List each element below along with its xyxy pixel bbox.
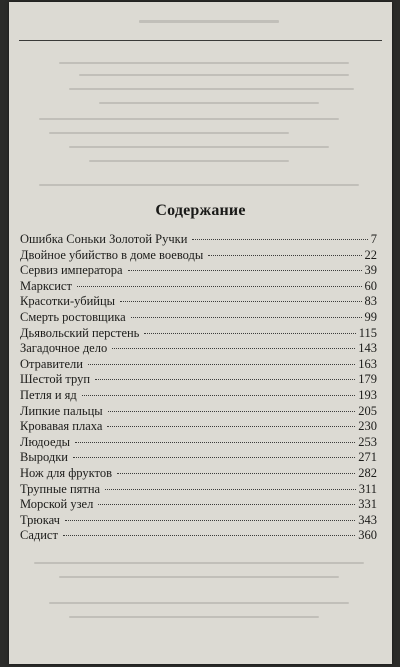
toc-entry-title: Марксист: [20, 278, 72, 293]
book-page: [9, 2, 392, 664]
dot-leader: [95, 367, 355, 380]
toc-entry-page: 311: [358, 481, 377, 496]
toc-entry-title: Липкие пальцы: [20, 403, 103, 418]
toc-entry-title: Людоеды: [20, 434, 71, 449]
toc-entry-title: Красотки-убийцы: [20, 294, 116, 309]
toc-entry-title: Смерть ростовщика: [20, 309, 126, 324]
toc-entry-page: 360: [358, 528, 377, 543]
dot-leader: [117, 461, 355, 474]
dot-leader: [112, 336, 355, 349]
toc-entry-page: 230: [358, 419, 377, 434]
dot-leader: [108, 399, 356, 412]
table-of-contents: [20, 230, 377, 542]
dot-leader: [65, 508, 355, 521]
dot-leader: [75, 430, 355, 443]
toc-entry-page: 60: [364, 278, 377, 293]
dot-leader: [131, 305, 362, 318]
header-rule: [19, 40, 382, 41]
toc-entry-page: 343: [358, 512, 377, 527]
toc-entry-page: 163: [358, 356, 377, 371]
toc-entry-title: Дьявольский перстень: [20, 325, 140, 340]
toc-entry-page: 253: [358, 434, 377, 449]
toc-entry-page: 39: [364, 263, 377, 278]
toc-entry-page: 331: [358, 497, 377, 512]
toc-entry-title: Отравители: [20, 356, 83, 371]
dot-leader: [208, 243, 361, 256]
toc-entry-page: 99: [364, 309, 377, 324]
bleed-through-running-head: [9, 18, 392, 27]
dot-leader: [128, 258, 362, 271]
dot-leader: [63, 523, 355, 536]
dot-leader: [77, 274, 362, 287]
toc-entry-title: Нож для фруктов: [20, 465, 112, 480]
dot-leader: [73, 445, 355, 458]
dot-leader: [120, 289, 361, 302]
toc-entry-page: 282: [358, 465, 377, 480]
toc-entry-title: Морской узел: [20, 497, 94, 512]
toc-entry-title: Загадочное дело: [20, 341, 108, 356]
toc-entry-page: 205: [358, 403, 377, 418]
toc-entry-page: 115: [358, 325, 377, 340]
toc-entry-page: 7: [370, 232, 377, 246]
dot-leader: [144, 321, 355, 334]
toc-entry-title: Садист: [20, 528, 58, 543]
toc-entry: [20, 526, 377, 542]
toc-entry-title: Кровавая плаха: [20, 419, 103, 434]
dot-leader: [98, 492, 355, 505]
toc-entry-page: 271: [358, 450, 377, 465]
toc-entry-title: Двойное убийство в доме воеводы: [20, 247, 204, 262]
dot-leader: [192, 227, 367, 240]
toc-entry-page: 193: [358, 387, 377, 402]
toc-entry-page: 143: [358, 341, 377, 356]
toc-entry-page: 83: [364, 294, 377, 309]
toc-entry-title: Шестой труп: [20, 372, 91, 387]
toc-entry-page: 22: [364, 247, 377, 262]
toc-entry-title: Выродки: [20, 450, 68, 465]
toc-entry-title: Трюкач: [20, 512, 60, 527]
dot-leader: [82, 383, 355, 396]
dot-leader: [88, 352, 355, 365]
toc-entry-title: Петля и яд: [20, 387, 77, 402]
toc-heading: Содержание: [155, 202, 246, 219]
dot-leader: [105, 477, 356, 490]
toc-entry-title: Трупные пятна: [20, 481, 101, 496]
toc-entry-title: Ошибка Соньки Золотой Ручки: [20, 232, 188, 246]
toc-entry-page: 179: [358, 372, 377, 387]
dot-leader: [107, 414, 355, 427]
toc-entry-title: Сервиз императора: [20, 263, 123, 278]
